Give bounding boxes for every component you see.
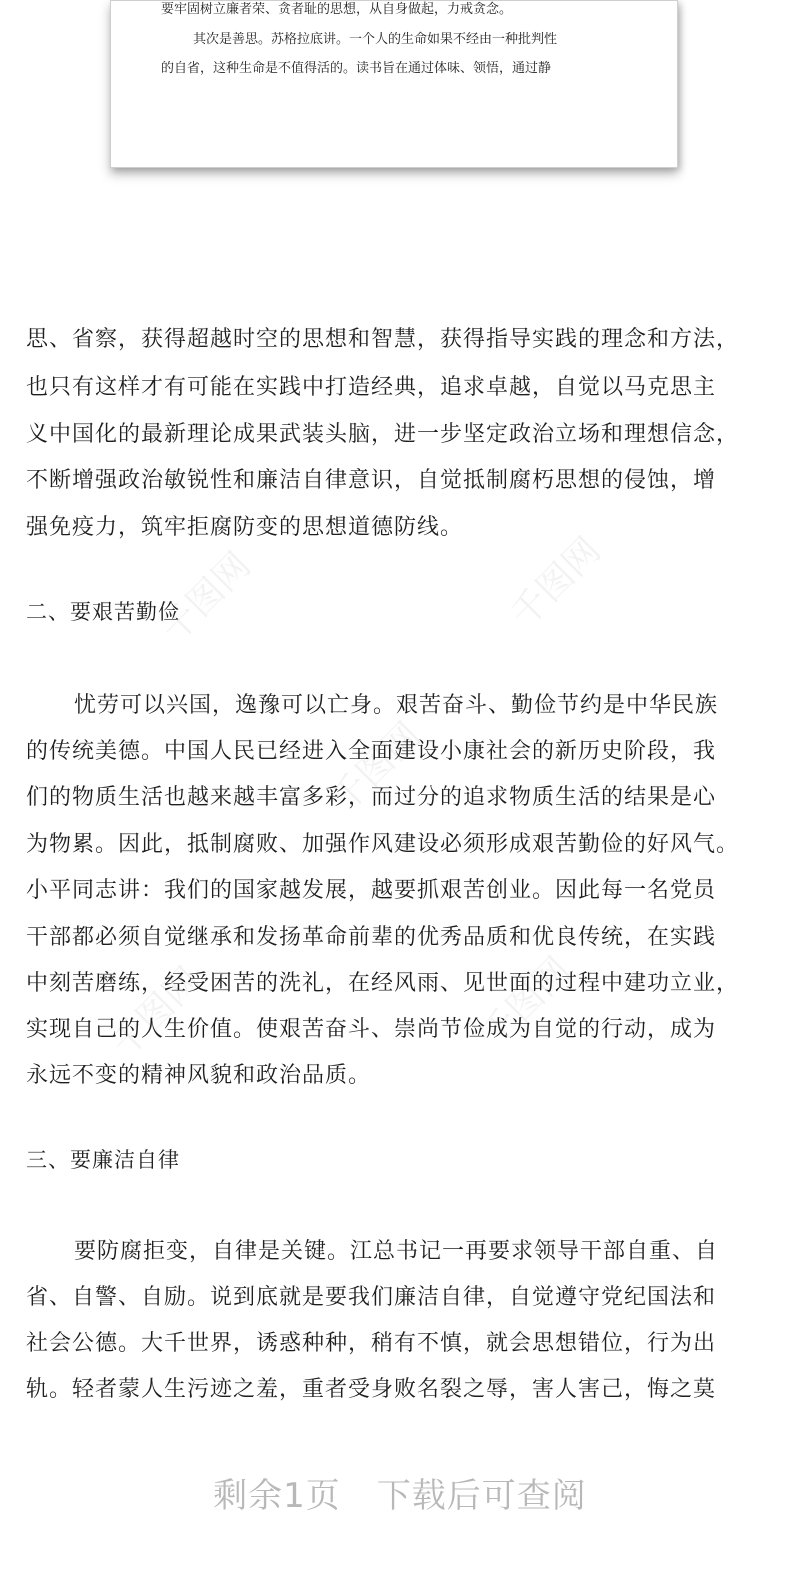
text-line: 永远不变的精神风貌和政治品质。 bbox=[26, 1063, 372, 1088]
watermark: 千图网 bbox=[503, 529, 609, 636]
text-line: 社会公德。大千世界，诱惑种种，稍有不慎，就会思想错位，行为出 bbox=[26, 1331, 717, 1356]
download-to-view-label: 下载后可查阅 bbox=[376, 1476, 587, 1516]
text-line: 的传统美德。中国人民已经进入全面建设小康社会的新历史阶段，我 bbox=[26, 739, 717, 764]
text-line: 中刻苦磨练，经受困苦的洗礼，在经风雨、见世面的过程中建功立业， bbox=[26, 971, 740, 996]
text-line: 义中国化的最新理论成果武装头脑，进一步坚定政治立场和理想信念， bbox=[26, 422, 740, 447]
watermark: 千图网 bbox=[473, 949, 579, 1056]
watermark: 千图网 bbox=[153, 544, 259, 651]
text-line: 要防腐拒变，自律是关键。江总书记一再要求领导干部自重、自 bbox=[74, 1239, 719, 1264]
text-line: 实现自己的人生价值。使艰苦奋斗、崇尚节俭成为自觉的行动，成为 bbox=[26, 1017, 717, 1042]
watermark: 千图网 bbox=[323, 714, 429, 821]
section-heading: 三、要廉洁自律 bbox=[26, 1148, 180, 1172]
text-line: 小平同志讲：我们的国家越发展，越要抓艰苦创业。因此每一名党员 bbox=[26, 878, 717, 903]
text-line: 忧劳可以兴国，逸豫可以亡身。艰苦奋斗、勤俭节约是中华民族 bbox=[74, 693, 719, 718]
text-line: 省、自警、自励。说到底就是要我们廉洁自律，自觉遵守党纪国法和 bbox=[26, 1285, 717, 1310]
watermark: 千图网 bbox=[103, 959, 209, 1066]
document-preview-page bbox=[110, 0, 678, 168]
text-line: 们的物质生活也越来越丰富多彩，而过分的追求物质生活的结果是心 bbox=[26, 785, 717, 810]
download-prompt[interactable] bbox=[0, 1468, 800, 1517]
text-line: 轨。轻者蒙人生污迹之羞，重者受身败名裂之辱，害人害己，悔之莫 bbox=[26, 1377, 717, 1402]
remaining-pages-label: 剩余1页 bbox=[213, 1476, 341, 1516]
text-line: 干部都必须自觉继承和发扬革命前辈的优秀品质和优良传统，在实践 bbox=[26, 925, 717, 950]
preview-line: 的自省，这种生命是不值得活的。读书旨在通过体味、领悟，通过静 bbox=[161, 61, 552, 76]
preview-line: 其次是善思。苏格拉底讲。一个人的生命如果不经由一种批判性 bbox=[193, 32, 558, 47]
text-line: 思、省察，获得超越时空的思想和智慧，获得指导实践的理念和方法， bbox=[26, 327, 740, 352]
text-line: 也只有这样才有可能在实践中打造经典，追求卓越，自觉以马克思主 bbox=[26, 375, 717, 400]
text-line: 强免疫力，筑牢拒腐防变的思想道德防线。 bbox=[26, 515, 464, 540]
section-heading: 二、要艰苦勤俭 bbox=[26, 600, 180, 624]
text-line: 为物累。因此，抵制腐败、加强作风建设必须形成艰苦勤俭的好风气。 bbox=[26, 832, 740, 857]
preview-line: 要牢固树立廉者荣、贪者耻的思想，从自身做起，力戒贪念。 bbox=[161, 2, 513, 17]
text-line: 不断增强政治敏锐性和廉洁自律意识，自觉抵制腐朽思想的侵蚀，增 bbox=[26, 468, 717, 493]
